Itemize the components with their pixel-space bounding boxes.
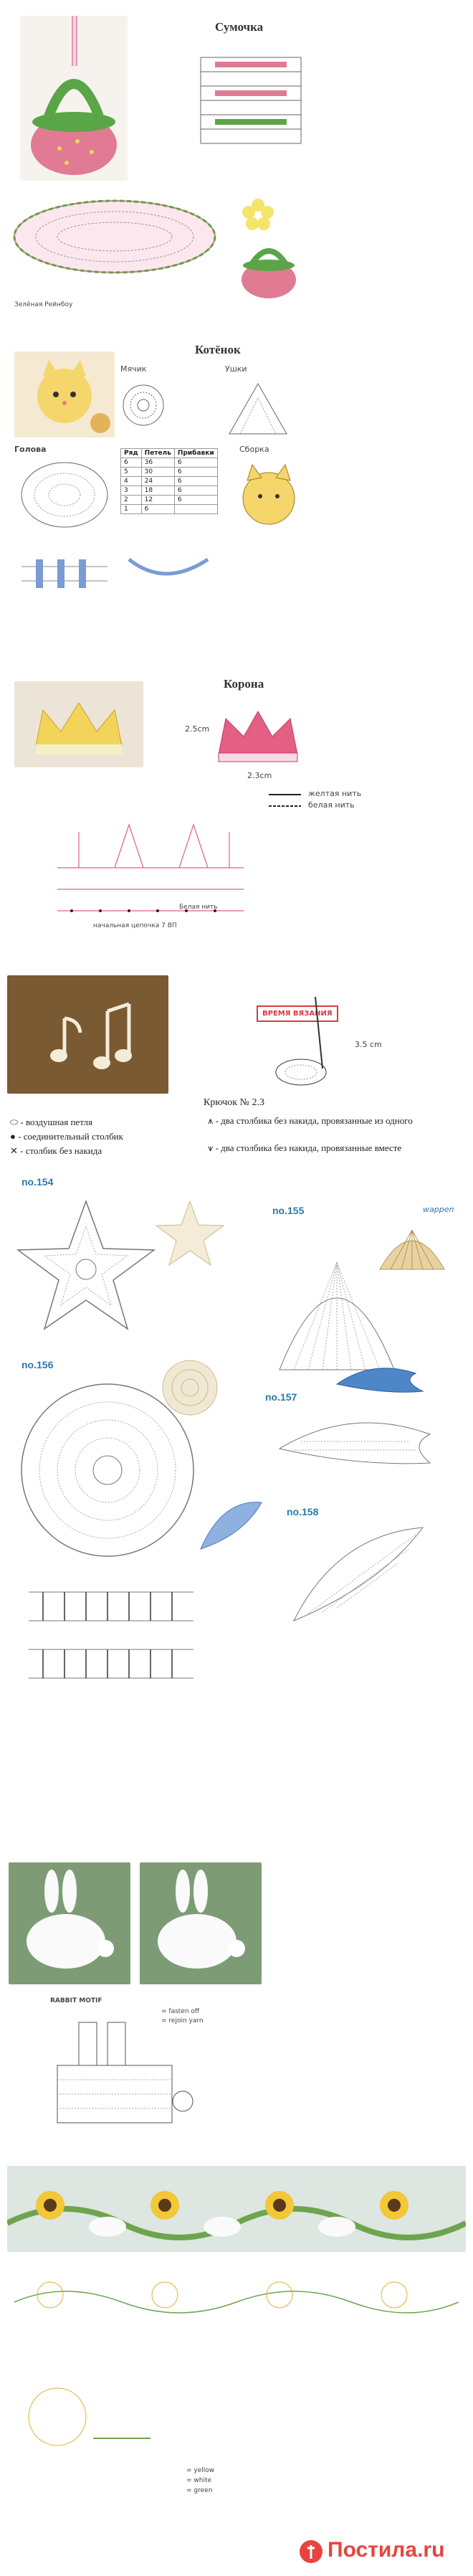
slip-stitch-icon: ● [10, 1131, 16, 1142]
table-cell: 6 [121, 458, 142, 468]
legend-chain-label: - воздушная петля [20, 1117, 93, 1127]
table-cell: 6 [141, 505, 174, 514]
sunflower-illustration [7, 2166, 466, 2252]
crown-title: Корона [224, 677, 264, 691]
table-row [121, 458, 218, 468]
table-cell: 24 [141, 477, 174, 486]
rabbit-title: RABBIT MOTIF [50, 1997, 102, 2004]
star-photo [154, 1198, 226, 1269]
rabbit-illustration-1 [9, 1862, 130, 1984]
round-chart [14, 1377, 201, 1563]
notes-dimension: 3.5 cm [355, 1040, 382, 1049]
sunflower-detail [14, 2374, 158, 2460]
motif-158-label: no.158 [287, 1506, 319, 1517]
hook-size: Крючок № 2.3 [204, 1097, 264, 1108]
legend-inc [208, 1115, 466, 1127]
table-cell: 1 [121, 505, 142, 514]
decrease-icon: ⩛ [208, 1142, 214, 1153]
notes-photo [7, 975, 168, 1094]
table-cell: 36 [141, 458, 174, 468]
kitten-title: Котёнок [195, 343, 241, 356]
table-cell: 30 [141, 468, 174, 477]
sunflower-photo [7, 2166, 466, 2252]
stitch-diagram-2 [122, 545, 215, 595]
legend-chain [10, 1117, 92, 1128]
motif-157-label: no.157 [265, 1391, 297, 1403]
flower-motif [236, 194, 322, 237]
section-crown [0, 667, 473, 968]
pin-logo-icon [299, 2539, 323, 2564]
table-cell: 3 [121, 486, 142, 496]
bag-chart-oval [7, 186, 222, 287]
crown-illustration [14, 681, 143, 767]
watermark [297, 2535, 466, 2570]
increase-icon: ⩚ [208, 1115, 214, 1126]
section-motifs [0, 1176, 473, 1879]
section-rabbit [0, 1854, 473, 2155]
rabbit-photo-2 [140, 1862, 262, 1984]
kitten-sub-ball: Мячик [120, 364, 147, 374]
watermark-domain: .ru [417, 2538, 445, 2562]
ball-chart [118, 377, 197, 434]
table-cell: 2 [121, 496, 142, 505]
ears-chart [215, 377, 315, 441]
sunflower-legend-yellow: = yellow [186, 2467, 215, 2474]
table-cell: 6 [174, 468, 217, 477]
kitten-sub-assembly: Сборка [239, 445, 269, 454]
table-row [121, 486, 218, 496]
table-cell [174, 505, 217, 514]
table-cell: 6 [174, 496, 217, 505]
section-bag [0, 0, 473, 351]
sunflower-legend-green: = green [186, 2487, 213, 2494]
dolphin-photo [330, 1355, 430, 1398]
wappen-label: wappen [423, 1205, 454, 1214]
kitten-sub-ears: Ушки [225, 364, 247, 374]
mini-bag-photo [229, 237, 308, 301]
crown-legend-yellow: желтая нить [308, 789, 362, 798]
section-kitten [0, 337, 473, 681]
table-cell: 4 [121, 477, 142, 486]
section-legend [0, 1115, 473, 1173]
crown-note-white: Белая нить [179, 904, 218, 911]
bag-illustration [20, 16, 128, 181]
table-header: Петель [141, 449, 174, 458]
rabbit-legend-fasten: = fasten off [161, 2008, 200, 2015]
rabbit-chart [43, 2015, 201, 2137]
chain-stitch-icon: ⬭ [10, 1117, 19, 1127]
dolphin-chart [272, 1406, 437, 1470]
music-notes-illustration [7, 975, 168, 1094]
legend-slip [10, 1131, 123, 1142]
table-header: Прибавки [174, 449, 217, 458]
bag-photo [20, 16, 128, 181]
kitten-illustration [14, 351, 115, 437]
motif-154-label: no.154 [22, 1176, 54, 1188]
rabbit-legend-rejoin: = rejoin yarn [161, 2017, 204, 2025]
head-chart [14, 455, 115, 534]
table-row [121, 468, 218, 477]
rabbit-illustration-2 [140, 1862, 262, 1984]
legend-dec-label: - два столбика без накида, провязанные вместе [215, 1142, 402, 1153]
sunflower-chart [7, 2266, 466, 2338]
motif-155-label: no.155 [272, 1205, 305, 1216]
table-cell: 5 [121, 468, 142, 477]
legend-slip-label: - соединительный столбик [18, 1131, 123, 1142]
stitch-rows-chart [14, 1578, 208, 1692]
table-row [121, 496, 218, 505]
rows-table [120, 448, 218, 514]
section-sunflower [0, 2159, 473, 2576]
rabbit-photo-1 [9, 1862, 130, 1984]
crown-legend-white: белая нить [308, 800, 355, 810]
bag-caption: Зелёная Рейнбоу [14, 301, 73, 308]
blue-shell-photo [194, 1492, 272, 1556]
table-cell: 6 [174, 486, 217, 496]
table-row [121, 505, 218, 514]
single-crochet-icon: ✕ [10, 1145, 18, 1156]
table-cell: 6 [174, 458, 217, 468]
table-cell: 6 [174, 477, 217, 486]
notes-chart [244, 990, 351, 1090]
table-row [121, 477, 218, 486]
motif-156-label: no.156 [22, 1359, 54, 1370]
crown-chart [208, 697, 308, 769]
star-chart [14, 1194, 158, 1337]
crown-note-chain: начальная цепочка 7 ВП [93, 922, 177, 929]
watermark-text [328, 2538, 444, 2562]
legend-inc-label: - два столбика без накида, провязанные из одного [215, 1115, 413, 1126]
bag-title: Сумочка [215, 20, 264, 34]
crown-dim-width: 2.3cm [247, 771, 272, 780]
table-header: Ряд [121, 449, 142, 458]
legend-dec [208, 1142, 466, 1154]
kitten-assembly [215, 459, 322, 538]
table-cell: 18 [141, 486, 174, 496]
legend-sc-label: - столбик без накида [20, 1145, 102, 1156]
crown-photo [14, 681, 143, 767]
watermark-brand: Постила [328, 2538, 418, 2562]
crown-dim-height: 2.5cm [185, 724, 210, 734]
table-cell: 12 [141, 496, 174, 505]
notes-tag: ВРЕМЯ ВЯЗАНИЯ [257, 1005, 338, 1022]
crown-legend-arrows [265, 790, 305, 812]
crown-stitch-chart [29, 810, 265, 939]
blue-shell-chart [280, 1520, 437, 1628]
stitch-diagram-1 [14, 545, 115, 595]
legend-sc [10, 1145, 102, 1157]
bag-chart-top [186, 43, 315, 172]
kitten-photo [14, 351, 115, 437]
kitten-sub-head: Голова [14, 445, 47, 454]
sunflower-legend-white: = white [186, 2477, 212, 2484]
